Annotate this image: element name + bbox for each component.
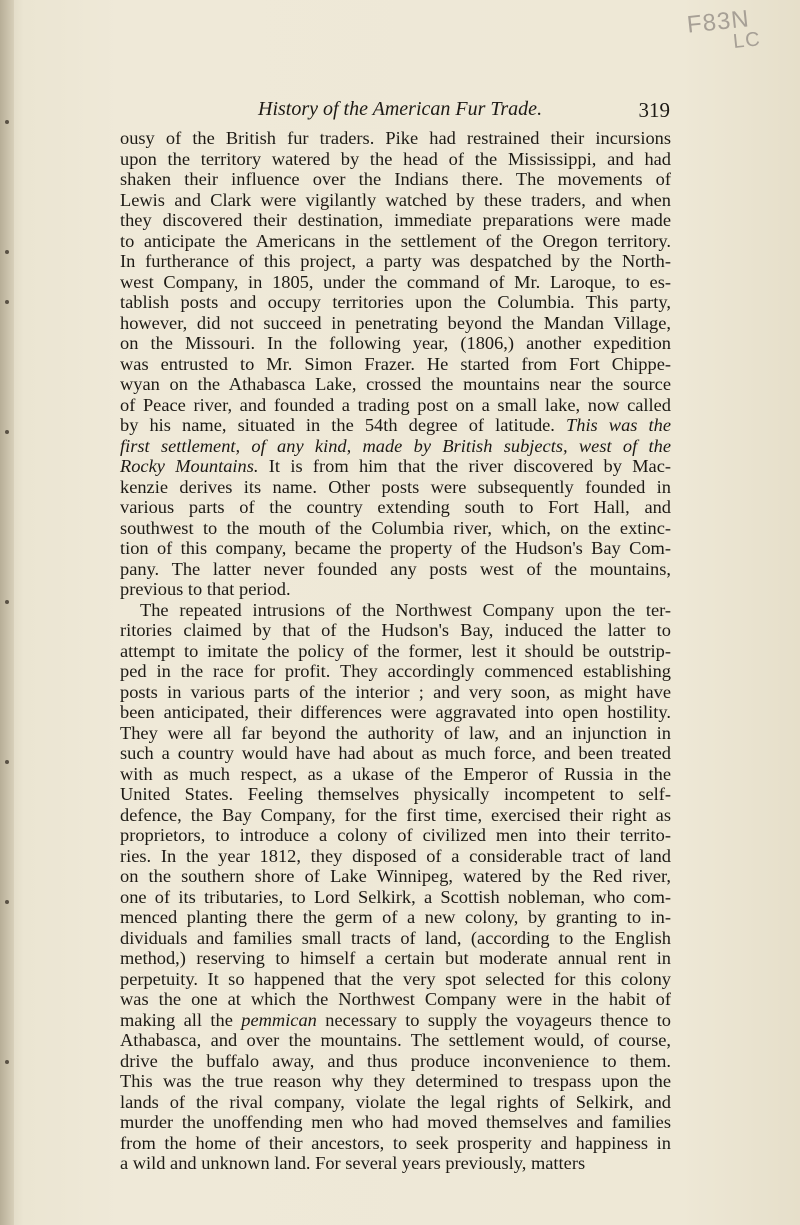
- text-line: [120, 743, 671, 764]
- text-segment: perpetuity. It so happened that the very spot selected for this colony: [120, 968, 671, 989]
- text-line: [120, 210, 671, 231]
- text-segment: tablish posts and occupy territories upon the Columbia. This party,: [120, 292, 671, 312]
- binding-edge: [0, 0, 14, 1225]
- text-line: [120, 784, 671, 805]
- text-segment: The repeated intrusions of the Northwest Company upon the ter-: [140, 599, 671, 620]
- binding-hole: [5, 120, 9, 124]
- text-segment: ries. In the year 1812, they disposed of a considerable tract of land: [120, 845, 671, 866]
- text-line: [120, 805, 671, 826]
- text-segment: menced planting there the germ of a new colony, by granting to in-: [120, 907, 671, 927]
- text-segment: posts in various parts of the interior ; and very soon, as might have: [120, 681, 671, 702]
- text-segment: attempt to imitate the policy of the former, lest it should be outstrip-: [120, 640, 671, 661]
- text-segment: shaken their influence over the Indians there. The movements of: [120, 169, 671, 189]
- text-segment: ousy of the British fur traders. Pike had restrained their incursions: [120, 128, 671, 148]
- text-segment: of Peace river, and founded a trading post on a small lake, now called: [120, 394, 671, 415]
- text-segment: on the southern shore of Lake Winnipeg, watered by the Red river,: [120, 866, 671, 886]
- text-segment: Lewis and Clark were vigilantly watched by these traders, and when: [120, 189, 671, 210]
- text-line: [120, 190, 671, 211]
- text-segment: pany. The latter never founded any posts west of the mountains,: [120, 558, 671, 579]
- text-segment: This was the true reason why they determined to trespass upon the: [120, 1071, 671, 1091]
- binding-hole: [5, 300, 9, 304]
- binding-hole: [5, 1060, 9, 1064]
- text-line: [120, 989, 671, 1010]
- text-line: [120, 887, 671, 908]
- stamp-sub: LC: [732, 28, 762, 54]
- text-line: [120, 579, 671, 600]
- binding-hole: [5, 760, 9, 764]
- text-segment: various parts of the country extending south to Fort Hall, and: [120, 497, 671, 517]
- text-segment: on the Missouri. In the following year, (1806,) another expedition: [120, 333, 671, 353]
- text-segment: It is from him that the river discovered by Mac-: [258, 456, 671, 476]
- text-line: [120, 907, 671, 928]
- text-line: [120, 538, 671, 559]
- stamp-code: F83N: [685, 5, 751, 39]
- text-segment: necessary to supply the voyageurs thence to: [316, 1009, 671, 1030]
- text-segment: dividuals and families small tracts of land, (according to the English: [120, 927, 671, 948]
- text-line: [120, 497, 671, 518]
- text-line: [120, 702, 671, 723]
- text-line: [120, 313, 671, 334]
- text-line: [120, 969, 671, 990]
- text-line: [120, 764, 671, 785]
- text-segment: kenzie derives its name. Other posts were subsequently founded in: [120, 476, 671, 497]
- text-line: [120, 825, 671, 846]
- text-segment: lands of the rival company, violate the legal rights of Selkirk, and: [120, 1091, 671, 1112]
- text-line: [120, 1030, 671, 1051]
- text-segment: proprietors, to introduce a colony of civilized men into their territo-: [120, 825, 671, 845]
- text-segment: murder the unoffending men who had moved themselves and families: [120, 1112, 671, 1132]
- text-line: [120, 1051, 671, 1072]
- text-segment: pemmican: [241, 1009, 317, 1030]
- text-line: [120, 1112, 671, 1133]
- text-segment: with as much respect, as a ukase of the Emperor of Russia in the: [120, 763, 671, 784]
- body-text: [120, 128, 671, 1174]
- text-segment: upon the territory watered by the head of the Mississippi, and had: [120, 148, 671, 169]
- text-line: [120, 641, 671, 662]
- binding-hole: [5, 900, 9, 904]
- text-segment: to anticipate the Americans in the settlement of the Oregon territory.: [120, 230, 671, 251]
- text-segment: United States. Feeling themselves physically incompetent to self-: [120, 784, 671, 804]
- text-segment: making all the: [120, 1009, 242, 1030]
- text-segment: They were all far beyond the authority of law, and an injunction in: [120, 722, 671, 743]
- text-line: [120, 354, 671, 375]
- text-line: [120, 374, 671, 395]
- text-segment: such a country would have had about as much force, and been treated: [120, 743, 671, 763]
- text-segment: however, did not succeed in penetrating beyond the Mandan Village,: [120, 312, 671, 333]
- text-line: [120, 251, 671, 272]
- text-line: [120, 477, 671, 498]
- text-segment: Rocky Mountains.: [120, 456, 259, 476]
- text-segment: wyan on the Athabasca Lake, crossed the mountains near the source: [120, 374, 671, 394]
- text-line: [120, 928, 671, 949]
- text-line: [120, 1010, 671, 1031]
- text-line: [120, 1071, 671, 1092]
- text-segment: ped in the race for profit. They accordingly commenced establishing: [120, 661, 671, 681]
- text-segment: southwest to the mouth of the Columbia river, which, on the extinc-: [120, 517, 671, 538]
- text-segment: Athabasca, and over the mountains. The settlement would, of course,: [120, 1030, 671, 1050]
- text-segment: a wild and unknown land. For several years previously, matters: [120, 1153, 586, 1173]
- page-number: 319: [638, 98, 670, 122]
- text-line: [120, 415, 671, 436]
- text-segment: tion of this company, became the property of the Hudson's Bay Com-: [120, 538, 671, 558]
- page-header: [120, 98, 670, 126]
- text-segment: from the home of their ancestors, to seek prosperity and happiness in: [120, 1132, 671, 1153]
- text-line: [120, 866, 671, 887]
- text-line: [120, 661, 671, 682]
- text-line: [120, 128, 671, 149]
- text-segment: previous to that period.: [120, 579, 291, 599]
- text-line: [120, 1092, 671, 1113]
- text-line: [120, 682, 671, 703]
- text-segment: was entrusted to Mr. Simon Frazer. He started from Fort Chippe-: [120, 353, 671, 374]
- text-line: [120, 395, 671, 416]
- text-segment: defence, the Bay Company, for the first time, exercised their right as: [120, 804, 671, 825]
- text-line: [120, 436, 671, 457]
- text-segment: In furtherance of this project, a party was despatched by the North-: [120, 251, 671, 271]
- text-line: [120, 149, 671, 170]
- text-line: [120, 1133, 671, 1154]
- text-line: [120, 231, 671, 252]
- text-line: [120, 948, 671, 969]
- text-line: [120, 169, 671, 190]
- text-line: [120, 456, 671, 477]
- text-segment: they discovered their destination, immediate preparations were made: [120, 210, 671, 230]
- text-line: [120, 559, 671, 580]
- text-line: [120, 846, 671, 867]
- binding-hole: [5, 430, 9, 434]
- binding-hole: [5, 600, 9, 604]
- text-segment: was the one at which the Northwest Company were in the habit of: [120, 989, 671, 1009]
- text-segment: by his name, situated in the 54th degree of latitude.: [120, 415, 567, 435]
- text-segment: one of its tributaries, to Lord Selkirk, a Scottish nobleman, who com-: [120, 886, 671, 907]
- text-segment: method,) reserving to himself a certain but moderate annual rent in: [120, 948, 671, 968]
- text-line: [120, 723, 671, 744]
- text-line: [120, 292, 671, 313]
- text-segment: been anticipated, their differences were aggravated into open hostility.: [120, 702, 671, 722]
- text-line: [120, 272, 671, 293]
- binding-hole: [5, 250, 9, 254]
- library-stamp: [686, 4, 762, 58]
- text-segment: west Company, in 1805, under the command of Mr. Laroque, to es-: [120, 271, 671, 292]
- text-line: [120, 620, 671, 641]
- text-segment: This was the: [566, 415, 671, 435]
- text-line: [120, 1153, 671, 1174]
- text-segment: drive the buffalo away, and thus produce inconvenience to them.: [120, 1050, 671, 1071]
- text-line: [120, 600, 671, 621]
- text-line: [120, 333, 671, 354]
- text-segment: first settlement, of any kind, made by British subjects, west of the: [120, 435, 671, 456]
- text-line: [120, 518, 671, 539]
- text-segment: ritories claimed by that of the Hudson's Bay, induced the latter to: [120, 620, 671, 640]
- running-title: History of the American Fur Trade.: [258, 98, 543, 120]
